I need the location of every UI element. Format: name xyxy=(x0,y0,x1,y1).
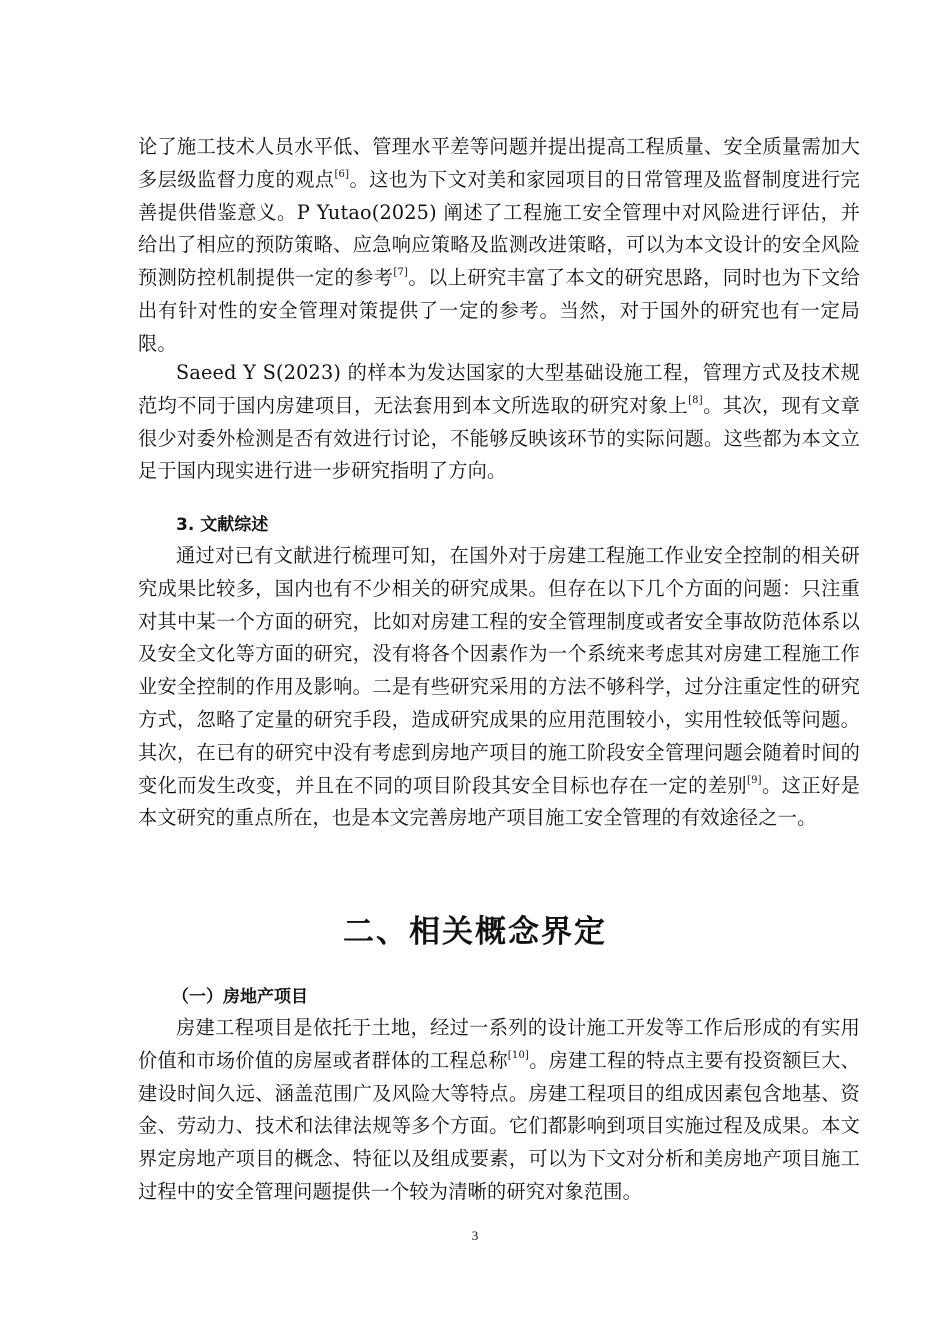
citation-7: [7] xyxy=(393,267,409,279)
citation-10: [10] xyxy=(507,1049,530,1061)
citation-9: [9] xyxy=(747,774,762,786)
citation-8: [8] xyxy=(688,394,703,406)
paragraph-real-estate-definition: 房建工程项目是依托于土地，经过一系列的设计施工开发等工作后形成的有实用价值和市场价值的房屋或者群体的工程总称[10]。房建工程的特点主要有投资额巨大、建设时间久远、涵盖范围广及风险大等特点。房建工程项目的组成因素包含地基、资金、劳动力、技术和法律法规等多个方面。它们都影响到项目实施过程及成果。本文界定房地产项目的概念、特征以及组成要素，可以为下文对分析和美房地产项目施工过程中的安全管理问题提供一个较为清晰的研究对象范围。 xyxy=(138,1016,860,1203)
chapter-title: 二、相关概念界定 xyxy=(343,914,607,950)
subsection-heading-literature-review: 3. 文献综述 xyxy=(176,515,269,535)
page-number: 3 xyxy=(471,1228,479,1243)
section-heading-real-estate-project: （一）房地产项目 xyxy=(172,987,308,1007)
paragraph-limitations: Saeed Y S(2023) 的样本为发达国家的大型基础设施工程，管理方式及技术规范均不同于国内房建项目，无法套用到本文所选取的研究对象上[8]。其次，现有文章很少对委外检测是否有效进行讨论，不能够反映该环节的实际问题。这些都为本文立足于国内现实进行进一步研究指明了方向。 xyxy=(138,361,860,483)
citation-6: [6] xyxy=(334,168,350,180)
paragraph-foreign-research: 论了施工技术人员水平低、管理水平差等问题并提出提高工程质量、安全质量需加大多层级监督力度的观点[6]。这也为下文对美和家园项目的日常管理及监督制度进行完善提供借鉴意义。P Yutao(2025) 阐述了工程施工安全管理中对风险进行评估，并给出了相应的预防策略、应急响应策略及监测改进策略，可以为本文设计的安全风险预测防控机制提供一定的参考[7]。以上研究丰富了本文的研究思路，同时也为下文给出有针对性的安全管理对策提供了一定的参考。当然，对于国外的研究也有一定局限。 xyxy=(138,135,860,355)
paragraph-literature-review: 通过对已有文献进行梳理可知，在国外对于房建工程施工作业安全控制的相关研究成果比较多，国内也有不少相关的研究成果。但存在以下几个方面的问题：只注重对其中某一个方面的研究，比如对房建工程的安全管理制度或者安全事故防范体系以及安全文化等方面的研究，没有将各个因素作为一个系统来考虑其对房建工程施工作业安全控制的作用及影响。二是有些研究采用的方法不够科学，过分注重定性的研究方式，忽略了定量的研究手段，造成研究成果的应用范围较小，实用性较低等问题。其次，在已有的研究中没有考虑到房地产项目的施工阶段安全管理问题会随着时间的变化而发生改变，并且在不同的项目阶段其安全目标也存在一定的差别[9]。这正好是本文研究的重点所在，也是本文完善房地产项目施工安全管理的有效途径之一。 xyxy=(138,544,861,830)
